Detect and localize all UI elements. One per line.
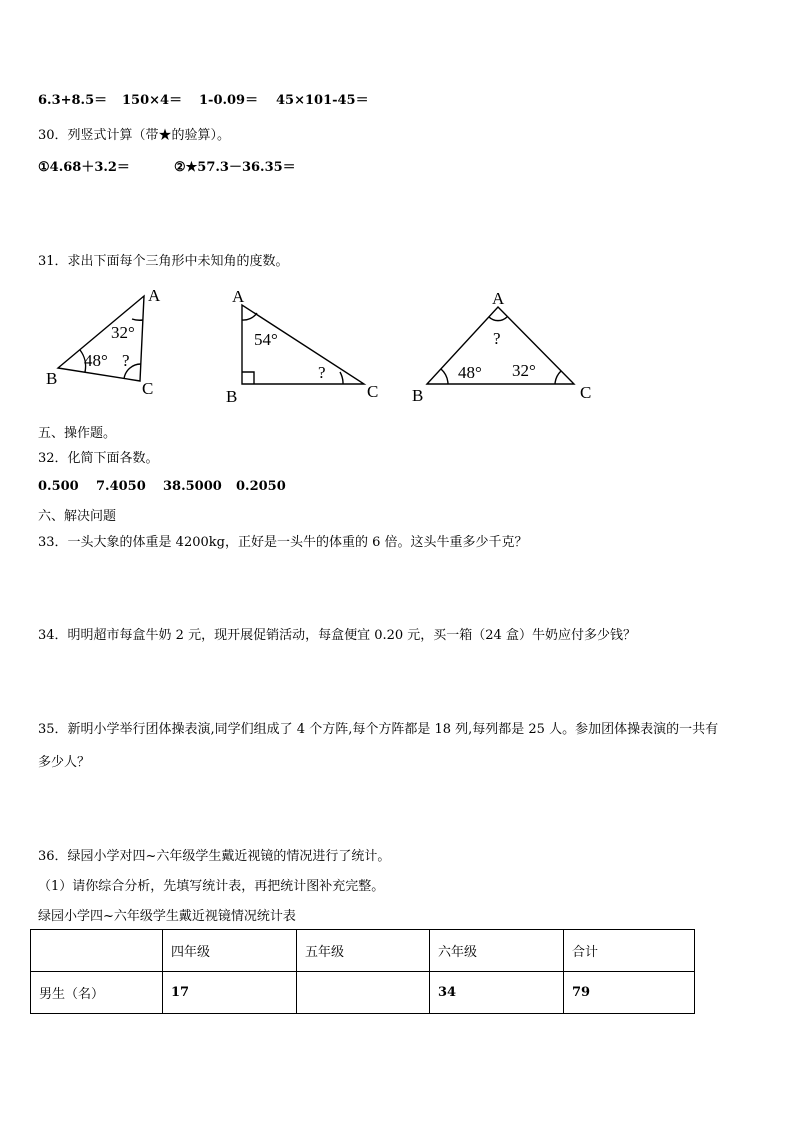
q30-title: 30．列竖式计算（带★的验算）。: [38, 128, 231, 143]
table-header-row: [31, 930, 695, 972]
tri1-angle-b: 48°: [84, 351, 108, 370]
calc-item: 45×101-45＝: [276, 93, 369, 108]
q35-text-line2: 多少人？: [38, 755, 91, 770]
tri1-angle-a: 32°: [111, 323, 135, 342]
header-cell: 六年级: [430, 930, 564, 972]
tri2-angle-a: 54°: [254, 330, 278, 349]
calc-item: 1-0.09＝: [199, 93, 259, 108]
q30-item: ②★57.3－36.35＝: [174, 160, 296, 175]
calc-item: 6.3+8.5＝: [38, 93, 108, 108]
triangles-figure: [0, 280, 794, 410]
table-row: [31, 972, 695, 1014]
q33-text: 33．一头大象的体重是 4200kg，正好是一头牛的体重的 6 倍。这头牛重多少千克？: [38, 535, 528, 550]
tri1-label-b: B: [46, 369, 58, 388]
header-cell: [31, 930, 163, 972]
header-cell: 五年级: [297, 930, 430, 972]
tri1-angle-c: ?: [122, 351, 130, 370]
tri3-label-c: C: [580, 383, 592, 402]
header-cell: 四年级: [163, 930, 297, 972]
section-5-heading: 五、操作题。: [38, 426, 117, 441]
tri3-label-b: B: [412, 386, 424, 405]
tri3-angle-a: ?: [493, 329, 501, 348]
q30-item: ①4.68＋3.2＝: [38, 160, 130, 175]
q36-title: 36．绿园小学对四~六年级学生戴近视镜的情况进行了统计。: [38, 849, 391, 864]
calc-item: 150×4＝: [122, 93, 183, 108]
table-cell: 34: [430, 972, 564, 1014]
q32-title: 32．化简下面各数。: [38, 451, 159, 466]
tri1-label-a: A: [148, 286, 161, 305]
q35-text-line1: 35．新明小学举行团体操表演,同学们组成了 4 个方阵,每个方阵都是 18 列,每列都是 25 人。参加团体操表演的一共有: [38, 722, 719, 737]
q36-subquestion-1: （1）请你综合分析，先填写统计表，再把统计图补充完整。: [38, 879, 385, 894]
header-cell: 合计: [564, 930, 695, 972]
table-title: 绿园小学四~六年级学生戴近视镜情况统计表: [38, 909, 296, 924]
q32-number: 0.500: [38, 479, 79, 494]
tri3-angle-b: 48°: [458, 363, 482, 382]
tri2-label-c: C: [367, 382, 379, 401]
tri3-angle-c: 32°: [512, 361, 536, 380]
tri1-label-c: C: [142, 379, 154, 398]
table-cell: 17: [163, 972, 297, 1014]
q32-number: 0.2050: [236, 479, 286, 494]
section-6-heading: 六、解决问题: [38, 509, 117, 524]
q32-number: 7.4050: [96, 479, 146, 494]
q31-title: 31．求出下面每个三角形中未知角的度数。: [38, 254, 289, 269]
row-label-cell: 男生（名）: [31, 972, 163, 1014]
table-cell-blank[interactable]: [297, 972, 430, 1014]
tri2-label-a: A: [232, 287, 245, 306]
q34-text: 34．明明超市每盒牛奶 2 元，现开展促销活动，每盒便宜 0.20 元，买一箱（24 盒）牛奶应付多少钱？: [38, 628, 636, 643]
table-cell: 79: [564, 972, 695, 1014]
stats-table: [30, 929, 695, 1014]
tri2-angle-c: ?: [318, 363, 326, 382]
tri3-label-a: A: [492, 289, 505, 308]
q32-number: 38.5000: [163, 479, 222, 494]
tri2-label-b: B: [226, 387, 238, 406]
